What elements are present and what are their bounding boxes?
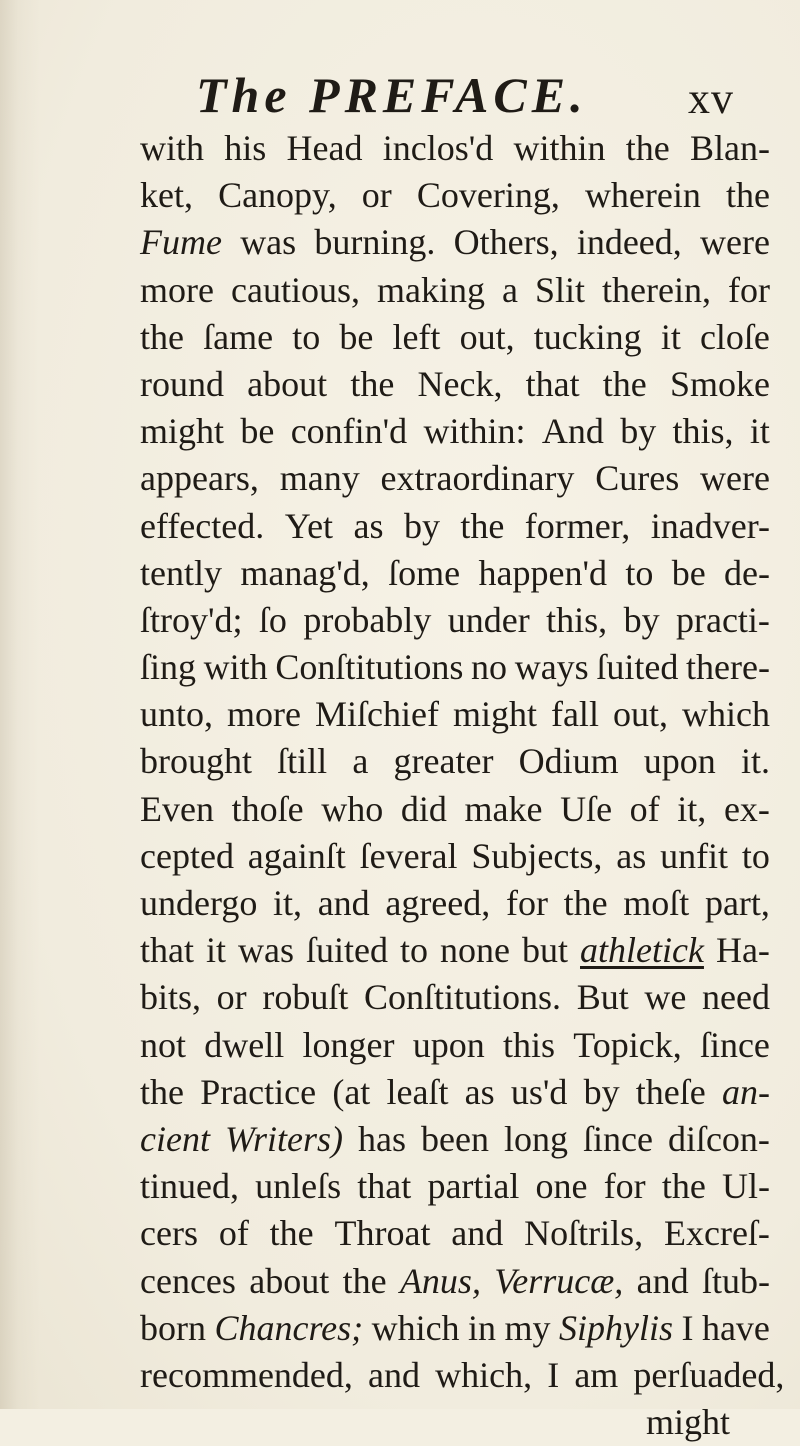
word: making [376, 269, 485, 310]
word: Conſtitutions [275, 647, 464, 688]
word: unfit [660, 835, 729, 876]
word: cers [140, 1213, 198, 1254]
word: with [203, 647, 268, 688]
word: as [464, 1071, 495, 1112]
word: and [451, 1213, 504, 1254]
word: this, [546, 599, 608, 640]
word: fall [550, 694, 599, 735]
text-line [140, 1352, 785, 1399]
word: to [625, 552, 654, 593]
word: for [603, 1166, 646, 1207]
word: cloſe [699, 316, 770, 357]
running-header [196, 60, 776, 130]
word: ex- [723, 788, 770, 829]
word: Excreſ- [663, 1213, 770, 1254]
text-line [140, 597, 770, 644]
word: by [620, 411, 657, 452]
word: unleſs [255, 1166, 342, 1207]
word: for [505, 883, 548, 923]
word: Neck, [417, 363, 503, 404]
page-number: xv [688, 74, 734, 123]
word: inclos'd [382, 128, 494, 168]
text-line [140, 1210, 770, 1257]
word: which, [435, 1354, 533, 1395]
word: the [563, 883, 608, 923]
word: ket, [140, 175, 193, 216]
word: the [269, 1213, 314, 1254]
word: Ul- [721, 1166, 770, 1207]
word: the [350, 363, 395, 404]
word: which [681, 694, 770, 735]
text-line [140, 361, 770, 408]
word: there- [686, 647, 770, 688]
word: it, [677, 788, 707, 829]
word: Chancres; [214, 1307, 364, 1348]
text-line [140, 1305, 770, 1352]
word: ſince [582, 1118, 653, 1159]
text-line [140, 550, 770, 597]
word: to [741, 835, 770, 876]
word: leaſt [386, 1071, 449, 1112]
word: cences [140, 1260, 236, 1301]
word: ſuited [596, 647, 679, 688]
word: the [602, 363, 647, 404]
word: ſtub- [701, 1260, 770, 1301]
body-text [140, 125, 785, 1446]
word: us'd [510, 1071, 568, 1112]
word: the [460, 505, 505, 546]
word: cient [140, 1118, 210, 1159]
word: my [504, 1307, 551, 1348]
word: it [749, 411, 770, 452]
text-line [140, 1022, 770, 1069]
word: confin'd [290, 411, 408, 452]
word: cepted [140, 835, 234, 876]
word: a [352, 741, 369, 782]
word: Fume [140, 222, 222, 263]
word: therein, [602, 269, 711, 310]
word: And [541, 411, 604, 452]
word: indeed, [576, 222, 682, 263]
word: Subjects, [471, 835, 603, 876]
word: cautious, [230, 269, 360, 310]
word: robuſt [262, 977, 349, 1018]
word: one [535, 1166, 588, 1207]
word: has [357, 1118, 406, 1159]
word: wherein [584, 175, 701, 216]
word: brought [140, 741, 252, 782]
word: ſing [140, 647, 197, 688]
word: within [513, 128, 606, 168]
word: Writers) [224, 1118, 343, 1159]
word: it. [740, 741, 770, 782]
text-line [140, 219, 770, 266]
word: been [420, 1118, 489, 1159]
word: tucking [533, 316, 642, 357]
word: the [140, 316, 184, 357]
text-line [140, 1163, 770, 1210]
word: ſame [203, 316, 274, 357]
word: his [224, 128, 267, 168]
word: Practice [200, 1071, 317, 1112]
word: ſuited [306, 930, 388, 971]
word: partial [427, 1166, 520, 1207]
word: with [140, 128, 205, 168]
text-line [140, 172, 770, 219]
word: Topick, [573, 1024, 682, 1065]
word: am [574, 1354, 619, 1395]
word: make [464, 788, 543, 829]
word: to [292, 316, 321, 357]
word: the [661, 1166, 706, 1207]
word: by [403, 505, 440, 546]
word: more [227, 694, 301, 735]
word: agreed, [385, 883, 491, 923]
word: Others, [453, 222, 559, 263]
word: Anus, [399, 1260, 481, 1301]
word: or [216, 977, 247, 1018]
text-line [140, 691, 770, 738]
word: round [140, 363, 224, 404]
word: did [400, 788, 447, 829]
word: Noſtrils, [524, 1213, 644, 1254]
word: Yet [284, 505, 334, 546]
word: it, [273, 883, 303, 923]
word: happen'd [478, 552, 607, 593]
word: Odium [518, 741, 619, 782]
word: bits, [140, 977, 202, 1018]
text-line [140, 314, 770, 361]
word: be [671, 552, 706, 593]
word: againſt [247, 835, 346, 876]
word: left [392, 316, 441, 357]
word: ſince [699, 1024, 770, 1065]
word: ſome [388, 552, 461, 593]
text-line [140, 125, 770, 172]
word: and [636, 1260, 689, 1301]
word: de- [724, 552, 770, 593]
text-line [140, 738, 770, 785]
word: perſuaded, [633, 1354, 785, 1395]
word: I [681, 1307, 694, 1348]
word: under [447, 599, 530, 640]
word: to [399, 930, 428, 971]
word: the [342, 1260, 387, 1301]
word: but [521, 930, 568, 971]
word: a [501, 269, 518, 310]
word: the [140, 1071, 184, 1112]
word: effected. [140, 505, 265, 546]
word: Verrucæ, [494, 1260, 624, 1301]
word: ways [514, 647, 589, 688]
word: as [353, 505, 384, 546]
word: of [629, 788, 660, 829]
word: (at [332, 1071, 371, 1112]
word: as [616, 835, 647, 876]
text-line [140, 503, 770, 550]
word: might [452, 694, 537, 735]
word: that [525, 363, 580, 404]
word: it [660, 316, 681, 357]
word: this [502, 1024, 555, 1065]
word: theſe [635, 1071, 706, 1112]
word: that [140, 930, 194, 971]
word: long [503, 1118, 568, 1159]
text-line [140, 644, 770, 691]
word: extraordinary [380, 458, 575, 499]
word: dwell [204, 1024, 285, 1065]
word: I [547, 1354, 560, 1395]
text-line [140, 880, 770, 927]
word: manag'd, [240, 552, 370, 593]
word: the [625, 128, 670, 168]
word: tently [140, 552, 222, 593]
word: born [140, 1307, 206, 1348]
word: it [205, 930, 226, 971]
word: appears, [140, 458, 259, 499]
page-title: The PREFACE. [196, 67, 588, 123]
word: which [371, 1307, 460, 1348]
word: more [140, 269, 214, 310]
word: of [218, 1213, 249, 1254]
word: Conſtitutions. [363, 977, 562, 1018]
text-line [140, 267, 770, 314]
word: by [583, 1071, 620, 1112]
word: in [468, 1307, 497, 1348]
word: burning. [314, 222, 436, 263]
word: ſeveral [359, 835, 458, 876]
word: not [140, 1024, 187, 1065]
word: upon [643, 741, 716, 782]
word: unto, [140, 694, 214, 735]
word: diſcon- [667, 1118, 770, 1159]
word: Canopy, [218, 175, 337, 216]
word: might [140, 411, 225, 452]
word: out, [459, 316, 515, 357]
text-line [140, 1116, 770, 1163]
word: Slit [534, 269, 586, 310]
word: about [249, 1260, 330, 1301]
word: Ha- [715, 930, 770, 971]
word: have [701, 1307, 770, 1348]
text-line [140, 1258, 770, 1305]
word: an- [721, 1071, 770, 1112]
word: part, [704, 883, 770, 923]
word: Uſe [560, 788, 613, 829]
word: the [725, 175, 770, 216]
word: Cures [595, 458, 680, 499]
word: Throat [334, 1213, 431, 1254]
word: Covering, [416, 175, 560, 216]
word: upon [412, 1024, 485, 1065]
word: none [440, 930, 510, 971]
word: by [623, 599, 660, 640]
word: and [368, 1354, 420, 1395]
text-line [140, 927, 770, 974]
word: this, [672, 411, 734, 452]
word: within: [423, 411, 526, 452]
word: about [247, 363, 328, 404]
word: But [576, 977, 629, 1018]
text-line [140, 1069, 770, 1116]
word: moſt [623, 883, 690, 923]
word: ſo [258, 599, 287, 640]
word: Miſchief [314, 694, 439, 735]
word: for [728, 269, 770, 310]
word: was [240, 222, 297, 263]
word: out, [612, 694, 668, 735]
word: probably [303, 599, 432, 640]
word: that [357, 1166, 412, 1207]
text-line [140, 786, 770, 833]
word: many [279, 458, 360, 499]
catchword: might [645, 1402, 730, 1443]
word: were [700, 458, 770, 499]
word: Siphylis [559, 1307, 673, 1348]
word: be [240, 411, 275, 452]
word: who [321, 788, 384, 829]
word: no [471, 647, 508, 688]
word: undergo [140, 883, 258, 923]
word: Even [140, 788, 214, 829]
word: former, [524, 505, 631, 546]
word: was [238, 930, 294, 971]
word: ſtill [277, 741, 328, 782]
word: thoſe [231, 788, 304, 829]
text-line [140, 408, 770, 455]
word: need [702, 977, 770, 1018]
word: were [700, 222, 770, 263]
word: recommended, [140, 1354, 353, 1395]
word: Smoke [669, 363, 770, 404]
word: longer [302, 1024, 395, 1065]
word: practi- [675, 599, 770, 640]
word: tinued, [140, 1166, 239, 1207]
word: Head [286, 128, 363, 168]
word: and [317, 883, 370, 923]
word: ſtroy'd; [140, 599, 243, 640]
text-line [140, 833, 770, 880]
word: Blan- [689, 128, 770, 168]
word: greater [393, 741, 494, 782]
text-line [140, 455, 770, 502]
word: we [644, 977, 687, 1018]
word: or [361, 175, 392, 216]
text-line [140, 974, 770, 1021]
word: be [339, 316, 374, 357]
word: inadver- [650, 505, 770, 546]
word: athletick [580, 930, 704, 971]
